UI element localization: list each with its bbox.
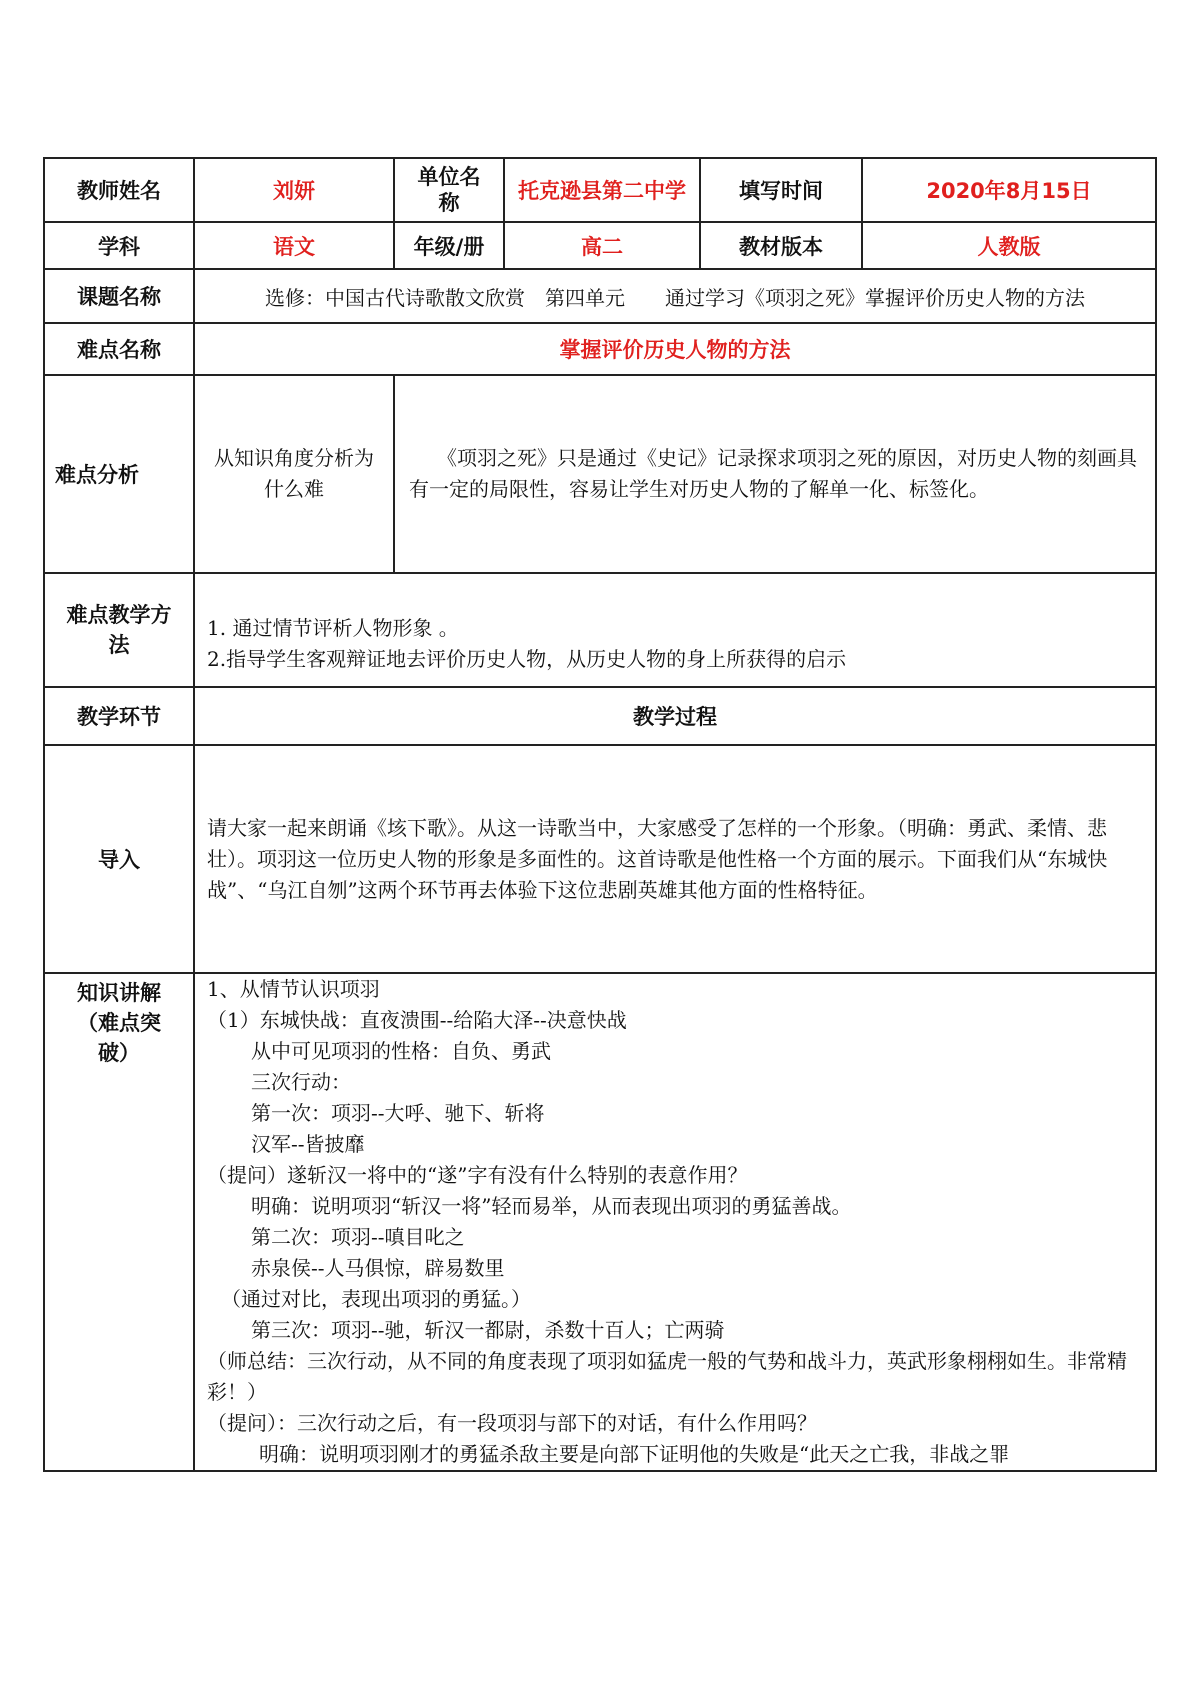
- fill-date-label: 填写时间: [700, 158, 862, 222]
- knowledge-line: （提问）遂斩汉一将中的“遂”字有没有什么特别的表意作用？: [207, 1163, 748, 1187]
- knowledge-line: 明确：说明项羽刚才的勇猛杀敌主要是向部下证明他的失败是“此天之亡我，非战之罪: [259, 1442, 1010, 1466]
- intro-paragraph: 请大家一起来朗诵《垓下歌》。从这一诗歌当中，大家感受了怎样的一个形象。（明确：勇武、柔情、悲壮）。项羽这一位历史人物的形象是多面性的。这首诗歌是他性格一个方面的展示。下面我们从“东城快战”、“乌江自刎”这两个环节再去体验下这位悲剧英雄其他方面的性格特征。: [207, 815, 1108, 902]
- knowledge-line: 赤泉侯--人马俱惊，辟易数里: [251, 1256, 505, 1280]
- knowledge-label: 知识讲解（难点突破）: [44, 973, 194, 1471]
- process-header: 教学过程: [194, 687, 1156, 745]
- knowledge-line: 明确：说明项羽“斩汉一将”轻而易举，从而表现出项羽的勇猛善战。: [251, 1194, 852, 1218]
- knowledge-line: 汉军--皆披靡: [251, 1132, 365, 1156]
- knowledge-line: （1）东城快战：直夜溃围--给陷大泽--决意快战: [207, 1008, 627, 1032]
- analysis-sub-label: 从知识角度分析为什么难: [194, 375, 394, 573]
- method-line-1: 1. 通过情节评析人物形象 。: [207, 616, 459, 640]
- knowledge-content: [194, 973, 1156, 1471]
- method-label: 难点教学方法: [44, 573, 194, 687]
- method-line-2: 2.指导学生客观辩证地去评价历史人物，从历史人物的身上所获得的启示: [207, 647, 847, 671]
- knowledge-line: 第二次：项羽--嗔目叱之: [251, 1225, 465, 1249]
- intro-row: [44, 745, 1156, 973]
- lesson-plan-table: [43, 157, 1157, 1472]
- subject-value: 语文: [194, 222, 394, 269]
- info-row-1: [44, 158, 1156, 222]
- edition-value: 人教版: [862, 222, 1156, 269]
- fill-date-value: 2020年8月15日: [862, 158, 1156, 222]
- subject-label: 学科: [44, 222, 194, 269]
- analysis-label: 难点分析: [44, 375, 194, 573]
- knowledge-line: （提问）：三次行动之后，有一段项羽与部下的对话，有什么作用吗？: [207, 1411, 817, 1435]
- knowledge-line: （通过对比，表现出项羽的勇猛。）: [221, 1287, 531, 1311]
- topic-label: 课题名称: [44, 269, 194, 323]
- edition-label: 教材版本: [700, 222, 862, 269]
- unit-name-label: 单位名称: [394, 158, 504, 222]
- info-row-2: [44, 222, 1156, 269]
- difficulty-row: [44, 323, 1156, 375]
- analysis-paragraph: 《项羽之死》只是通过《史记》记录探求项羽之死的原因，对历史人物的刻画具有一定的局限性，容易让学生对历史人物的了解单一化、标签化。: [409, 446, 1137, 501]
- knowledge-line: 第一次：项羽--大呼、驰下、斩将: [251, 1101, 545, 1125]
- analysis-row: [44, 375, 1156, 573]
- grade-label: 年级/册: [394, 222, 504, 269]
- teacher-name-value: 刘妍: [194, 158, 394, 222]
- knowledge-row: [44, 973, 1156, 1471]
- knowledge-line: 1、从情节认识项羽: [207, 977, 380, 1001]
- difficulty-value: 掌握评价历史人物的方法: [194, 323, 1156, 375]
- intro-label: 导入: [44, 745, 194, 973]
- topic-row: [44, 269, 1156, 323]
- analysis-text: [394, 375, 1156, 573]
- knowledge-line: 三次行动：: [251, 1070, 351, 1094]
- grade-value: 高二: [504, 222, 700, 269]
- method-row: [44, 573, 1156, 687]
- knowledge-line: （师总结：三次行动，从不同的角度表现了项羽如猛虎一般的气势和战斗力，英武形象栩栩如生。非常精彩！）: [207, 1349, 1127, 1404]
- intro-content: [194, 745, 1156, 973]
- knowledge-line: 从中可见项羽的性格：自负、勇武: [251, 1039, 551, 1063]
- method-content: [194, 573, 1156, 687]
- knowledge-line: 第三次：项羽--驰，斩汉一都尉，杀数十百人；亡两骑: [251, 1318, 725, 1342]
- process-header-row: [44, 687, 1156, 745]
- stage-header: 教学环节: [44, 687, 194, 745]
- lesson-plan-page: [43, 157, 1155, 1472]
- teacher-name-label: 教师姓名: [44, 158, 194, 222]
- topic-value: 选修：中国古代诗歌散文欣赏 第四单元 通过学习《项羽之死》掌握评价历史人物的方法: [194, 269, 1156, 323]
- difficulty-label: 难点名称: [44, 323, 194, 375]
- unit-name-value: 托克逊县第二中学: [504, 158, 700, 222]
